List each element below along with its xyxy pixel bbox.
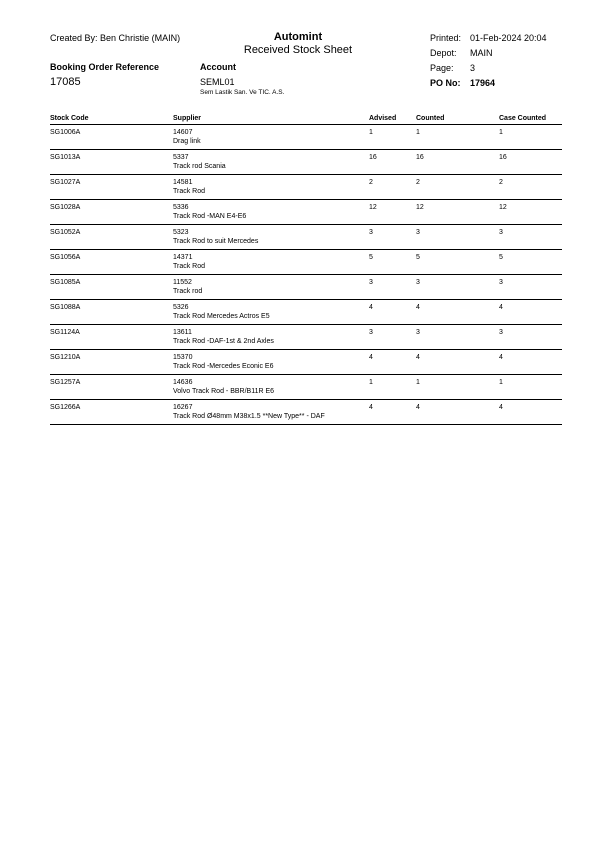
- counted-cell: 4: [416, 350, 499, 375]
- table-row: [50, 175, 562, 200]
- stock-table: [50, 113, 562, 425]
- supplier-number: 15370: [173, 354, 193, 361]
- counted-cell: 16: [416, 150, 499, 175]
- supplier-number: 5323: [173, 229, 189, 236]
- column-header-stock-code: Stock Code: [50, 113, 173, 125]
- supplier-number: 5326: [173, 304, 189, 311]
- created-by-label: Created By:: [50, 33, 98, 43]
- account-label: Account: [200, 62, 236, 72]
- supplier-number: 14607: [173, 129, 193, 136]
- item-description: Track Rod -MAN E4-E6: [173, 213, 247, 220]
- stock-code-cell: SG1052A: [50, 225, 173, 250]
- table-row: [50, 375, 562, 400]
- advised-cell: 2: [369, 175, 416, 200]
- created-by: [50, 33, 180, 43]
- po-row: [430, 78, 547, 93]
- stock-code-cell: SG1085A: [50, 275, 173, 300]
- table-row: [50, 200, 562, 225]
- supplier-number: 11552: [173, 279, 192, 286]
- counted-cell: 4: [416, 400, 499, 425]
- advised-cell: 16: [369, 150, 416, 175]
- item-description: Track Rod: [173, 263, 206, 270]
- item-description: Track rod Scania: [173, 163, 226, 170]
- stock-code-cell: SG1210A: [50, 350, 173, 375]
- case-counted-cell: 4: [499, 400, 562, 425]
- supplier-number: 5337: [173, 154, 189, 161]
- item-description: Track Rod -DAF-1st & 2nd Axles: [173, 338, 274, 345]
- table-row: [50, 400, 562, 425]
- printed-label: Printed:: [430, 33, 462, 43]
- stock-code-cell: SG1006A: [50, 125, 173, 150]
- supplier-number: 14581: [173, 179, 193, 186]
- table-row: [50, 275, 562, 300]
- stock-code-cell: SG1257A: [50, 375, 173, 400]
- table-row: [50, 350, 562, 375]
- case-counted-cell: 4: [499, 350, 562, 375]
- advised-cell: 5: [369, 250, 416, 275]
- depot-row: [430, 48, 547, 63]
- table-row: [50, 325, 562, 350]
- supplier-cell: [173, 250, 369, 275]
- supplier-cell: [173, 200, 369, 225]
- page-value: 3: [470, 63, 476, 73]
- counted-cell: 1: [416, 125, 499, 150]
- sheet-title: Received Stock Sheet: [243, 44, 353, 56]
- printed-value: 01-Feb-2024 20:04: [470, 33, 547, 43]
- supplier-cell: [173, 150, 369, 175]
- case-counted-cell: 3: [499, 225, 562, 250]
- counted-cell: 1: [416, 375, 499, 400]
- table-row: [50, 300, 562, 325]
- item-description: Track Rod: [173, 188, 206, 195]
- counted-cell: 2: [416, 175, 499, 200]
- advised-cell: 3: [369, 325, 416, 350]
- stock-code-cell: SG1027A: [50, 175, 173, 200]
- supplier-number: 5336: [173, 204, 189, 211]
- supplier-cell: [173, 325, 369, 350]
- supplier-number: 14371: [173, 254, 193, 261]
- item-description: Track Rod to suit Mercedes: [173, 238, 259, 245]
- advised-cell: 4: [369, 400, 416, 425]
- stock-code-cell: SG1266A: [50, 400, 173, 425]
- supplier-cell: [173, 125, 369, 150]
- printed-row: [430, 33, 547, 48]
- advised-cell: 3: [369, 225, 416, 250]
- counted-cell: 4: [416, 300, 499, 325]
- counted-cell: 3: [416, 275, 499, 300]
- print-info: [430, 33, 547, 93]
- advised-cell: 3: [369, 275, 416, 300]
- page-row: [430, 63, 547, 78]
- case-counted-cell: 4: [499, 300, 562, 325]
- case-counted-cell: 16: [499, 150, 562, 175]
- supplier-cell: [173, 175, 369, 200]
- case-counted-cell: 3: [499, 325, 562, 350]
- column-header-case-counted: Case Counted: [499, 113, 562, 125]
- table-row: [50, 250, 562, 275]
- case-counted-cell: 2: [499, 175, 562, 200]
- account-name: Sem Lastik San. Ve TIC. A.S.: [200, 89, 285, 96]
- stock-code-cell: SG1088A: [50, 300, 173, 325]
- document-title-block: [200, 31, 396, 56]
- po-label: PO No:: [430, 78, 461, 88]
- table-row: [50, 225, 562, 250]
- counted-cell: 12: [416, 200, 499, 225]
- counted-cell: 3: [416, 325, 499, 350]
- depot-value: MAIN: [470, 48, 493, 58]
- table-header-row: [50, 113, 562, 125]
- table-row: [50, 125, 562, 150]
- advised-cell: 1: [369, 125, 416, 150]
- advised-cell: 4: [369, 350, 416, 375]
- item-description: Track Rod -Mercedes Econic E6: [173, 363, 274, 370]
- supplier-cell: [173, 400, 369, 425]
- supplier-cell: [173, 350, 369, 375]
- counted-cell: 5: [416, 250, 499, 275]
- supplier-cell: [173, 275, 369, 300]
- page-label: Page:: [430, 63, 454, 73]
- supplier-cell: [173, 225, 369, 250]
- column-header-supplier: Supplier: [173, 113, 369, 125]
- stock-code-cell: SG1013A: [50, 150, 173, 175]
- case-counted-cell: 1: [499, 125, 562, 150]
- supplier-number: 13611: [173, 329, 192, 336]
- booking-order-reference-label: Booking Order Reference: [50, 62, 160, 72]
- stock-table-body: [50, 125, 562, 425]
- case-counted-cell: 12: [499, 200, 562, 225]
- po-value: 17964: [470, 78, 496, 88]
- advised-cell: 1: [369, 375, 416, 400]
- account-code: SEML01: [200, 77, 235, 87]
- case-counted-cell: 1: [499, 375, 562, 400]
- counted-cell: 3: [416, 225, 499, 250]
- supplier-number: 14636: [173, 379, 193, 386]
- table-row: [50, 150, 562, 175]
- supplier-cell: [173, 300, 369, 325]
- advised-cell: 4: [369, 300, 416, 325]
- supplier-number: 16267: [173, 404, 193, 411]
- item-description: Volvo Track Rod - BBR/B11R E6: [173, 388, 275, 395]
- case-counted-cell: 5: [499, 250, 562, 275]
- item-description: Track Rod Mercedes Actros E5: [173, 313, 270, 320]
- item-description: Track rod: [173, 288, 203, 295]
- stock-code-cell: SG1124A: [50, 325, 173, 350]
- depot-label: Depot:: [430, 48, 457, 58]
- booking-order-reference-value: 17085: [50, 76, 81, 88]
- item-description: Drag link: [173, 138, 201, 145]
- company-name: Automint: [273, 31, 323, 43]
- stock-code-cell: SG1028A: [50, 200, 173, 225]
- supplier-cell: [173, 375, 369, 400]
- advised-cell: 12: [369, 200, 416, 225]
- created-by-value: Ben Christie (MAIN): [100, 33, 181, 43]
- stock-code-cell: SG1056A: [50, 250, 173, 275]
- column-header-advised: Advised: [369, 113, 416, 125]
- item-description: Track Rod Ø48mm M38x1.5 **New Type** - DAF: [173, 413, 325, 420]
- case-counted-cell: 3: [499, 275, 562, 300]
- column-header-counted: Counted: [416, 113, 499, 125]
